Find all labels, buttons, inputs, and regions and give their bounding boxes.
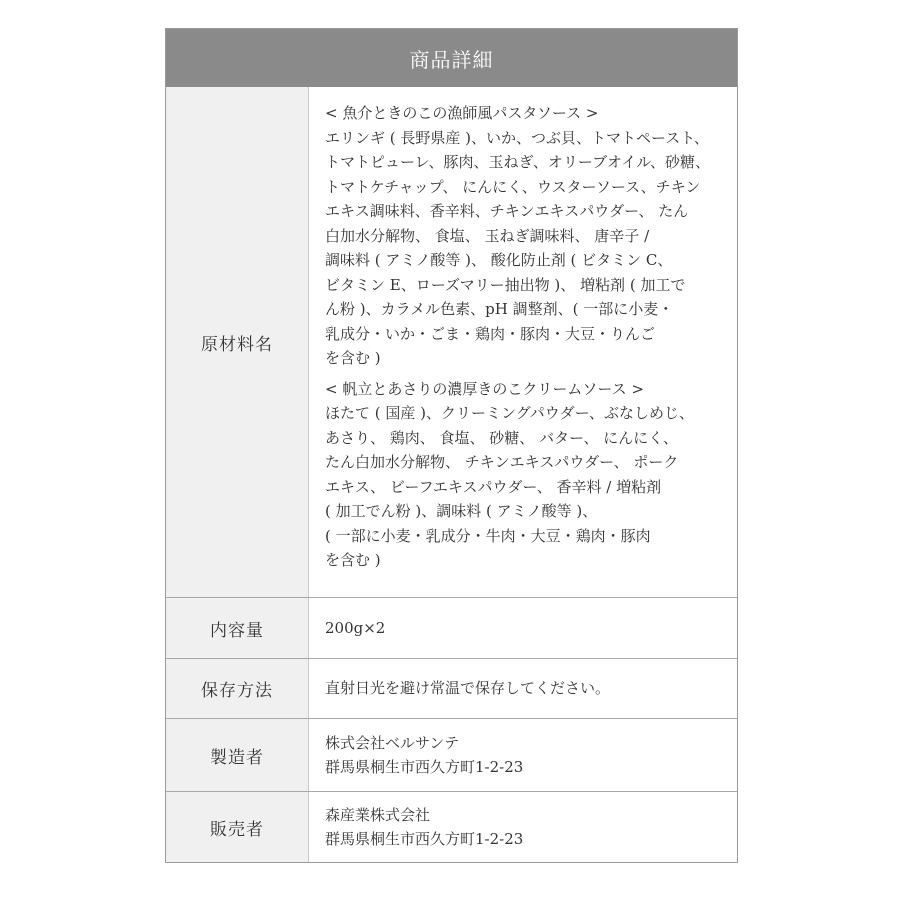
ingredient-line: を含む )	[325, 551, 381, 569]
storage-row	[166, 658, 737, 718]
storage-value	[309, 659, 737, 718]
ingredient-line: ( 一部に小麦・乳成分・牛肉・大豆・鶏肉・豚肉	[325, 526, 651, 545]
sauce2-title: < 帆立とあさりの濃厚きのこクリームソース >	[325, 379, 644, 398]
ingredient-line: トマトケチャップ、 にんにく、ウスターソース、チキン	[325, 177, 701, 196]
content-label: 内容量	[166, 598, 309, 658]
manufacturer-name: 株式会社ベルサンテ	[325, 733, 460, 752]
ingredient-line: ( 加工でん粉 )、調味料 ( アミノ酸等 )、	[325, 502, 598, 520]
ingredient-line: 白加水分解物、 食塩、 玉ねぎ調味料、 唐辛子 /	[325, 226, 650, 245]
ingredients-label: 原材料名	[166, 87, 309, 597]
ingredient-line: エキス調味料、香辛料、チキンエキスパウダー、 たん	[325, 202, 689, 220]
ingredient-line: を含む )	[325, 349, 381, 367]
seller-row	[166, 791, 737, 862]
ingredient-line: エキス、 ビーフエキスパウダー、 香辛料 / 増粘剤	[325, 477, 662, 496]
ingredient-line: 乳成分・いか・ごま・鶏肉・豚肉・大豆・りんご	[325, 324, 656, 343]
seller-label: 販売者	[166, 792, 309, 862]
ingredient-line: たん白加水分解物、 チキンエキスパウダー、 ポーク	[325, 453, 679, 471]
product-details-table	[165, 28, 738, 863]
content-amount: 200g×2	[325, 618, 386, 637]
table-title: 商品詳細	[409, 47, 494, 72]
ingredients-value	[309, 87, 737, 597]
ingredient-line: ん粉 )、カラメル色素、pH 調整剤、( 一部に小麦・	[325, 300, 674, 318]
sauce1-ingredients	[325, 101, 725, 371]
manufacturer-address: 群馬県桐生市西久方町1-2-23	[325, 758, 524, 776]
storage-label: 保存方法	[166, 659, 309, 718]
manufacturer-value	[309, 719, 737, 791]
ingredient-line: ビタミン E、ローズマリー抽出物 )、 増粘剤 ( 加工で	[325, 275, 686, 294]
ingredient-line: あさり、 鶏肉、 食塩、 砂糖、 バター、 にんにく、	[325, 428, 678, 447]
ingredient-line: 調味料 ( アミノ酸等 )、 酸化防止剤 ( ビタミン C、	[325, 251, 673, 269]
ingredients-row	[166, 87, 737, 597]
seller-value	[309, 792, 737, 862]
manufacturer-row	[166, 718, 737, 791]
seller-address: 群馬県桐生市西久方町1-2-23	[325, 830, 524, 848]
seller-name: 森産業株式会社	[325, 805, 431, 824]
content-value	[309, 598, 737, 658]
sauce2-ingredients	[325, 377, 725, 573]
ingredient-line: エリンギ ( 長野県産 )、いか、つぶ貝、トマトペースト、	[325, 128, 709, 147]
ingredient-line: トマトピューレ、豚肉、玉ねぎ、オリーブオイル、砂糖、	[325, 153, 711, 171]
content-row	[166, 597, 737, 658]
storage-method: 直射日光を避け常温で保存してください。	[325, 679, 611, 698]
ingredient-line: ほたて ( 国産 )、クリーミングパウダー、ぶなしめじ、	[325, 404, 695, 422]
sauce1-title: < 魚介ときのこの漁師風パスタソース >	[325, 104, 599, 122]
manufacturer-label: 製造者	[166, 719, 309, 791]
table-header	[166, 29, 737, 87]
